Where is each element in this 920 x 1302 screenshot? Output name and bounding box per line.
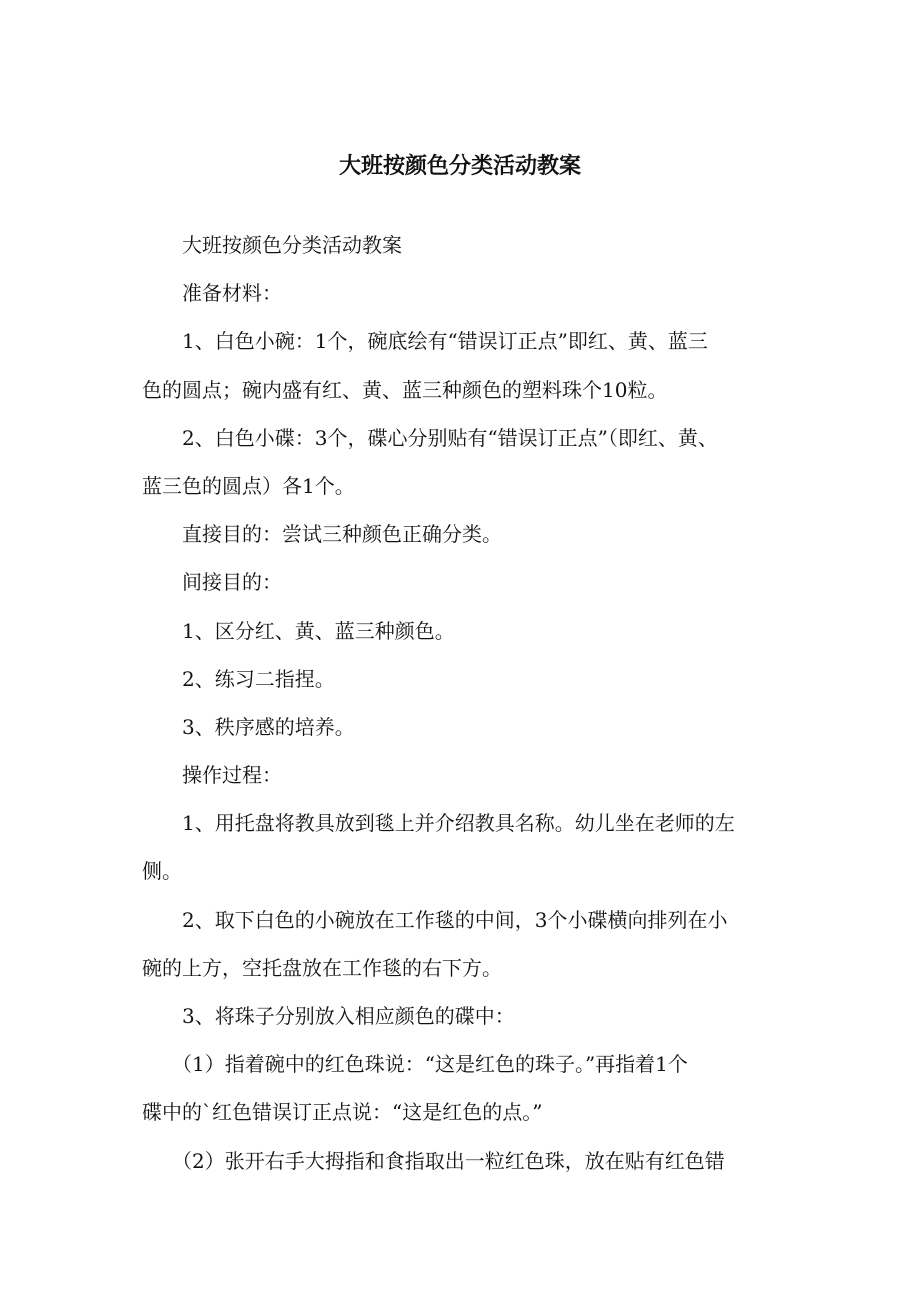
text-line: 色的圆点；碗内盛有红、黄、蓝三种颜色的塑料珠个10粒。 bbox=[142, 377, 668, 402]
text-line: 碟中的`红色错误订正点说：“这是红色的点。” bbox=[142, 1100, 543, 1125]
text-line: 准备材料： bbox=[182, 281, 282, 306]
text-line: （1）指着碗中的红色珠说：“这是红色的珠子。”再指着1个 bbox=[172, 1052, 688, 1077]
text-line: 3、秩序感的培养。 bbox=[182, 714, 355, 739]
text-line: 3、将珠子分别放入相应颜色的碟中： bbox=[182, 1004, 515, 1028]
text-line: 直接目的：尝试三种颜色正确分类。 bbox=[182, 522, 502, 547]
text-line: （2）张开右手大拇指和食指取出一粒红色珠，放在贴有红色错 bbox=[172, 1148, 725, 1173]
document-title: 大班按颜色分类活动教案 bbox=[338, 154, 581, 179]
text-line: 间接目的： bbox=[182, 570, 282, 595]
text-line: 碗的上方，空托盘放在工作毯的右下方。 bbox=[142, 955, 502, 980]
text-line: 1、白色小碗：1个，碗底绘有“错误订正点”即红、黄、蓝三 bbox=[182, 329, 708, 354]
text-line: 2、练习二指捏。 bbox=[182, 666, 335, 691]
document-body bbox=[142, 221, 812, 1185]
text-line: 1、用托盘将教具放到毯上并介绍教具名称。幼儿坐在老师的左 bbox=[182, 811, 735, 836]
text-line: 侧。 bbox=[142, 859, 182, 884]
text-line: 操作过程： bbox=[182, 763, 282, 788]
text-line: 2、取下白色的小碗放在工作毯的中间，3个小碟横向排列在小 bbox=[182, 907, 728, 932]
text-line: 1、区分红、黄、蓝三种颜色。 bbox=[182, 618, 455, 643]
text-line: 大班按颜色分类活动教案 bbox=[182, 233, 402, 257]
text-line: 蓝三色的圆点）各1个。 bbox=[142, 473, 355, 498]
text-line: 2、白色小碟：3个，碟心分别贴有“错误订正点”（即红、黄、 bbox=[182, 425, 718, 450]
